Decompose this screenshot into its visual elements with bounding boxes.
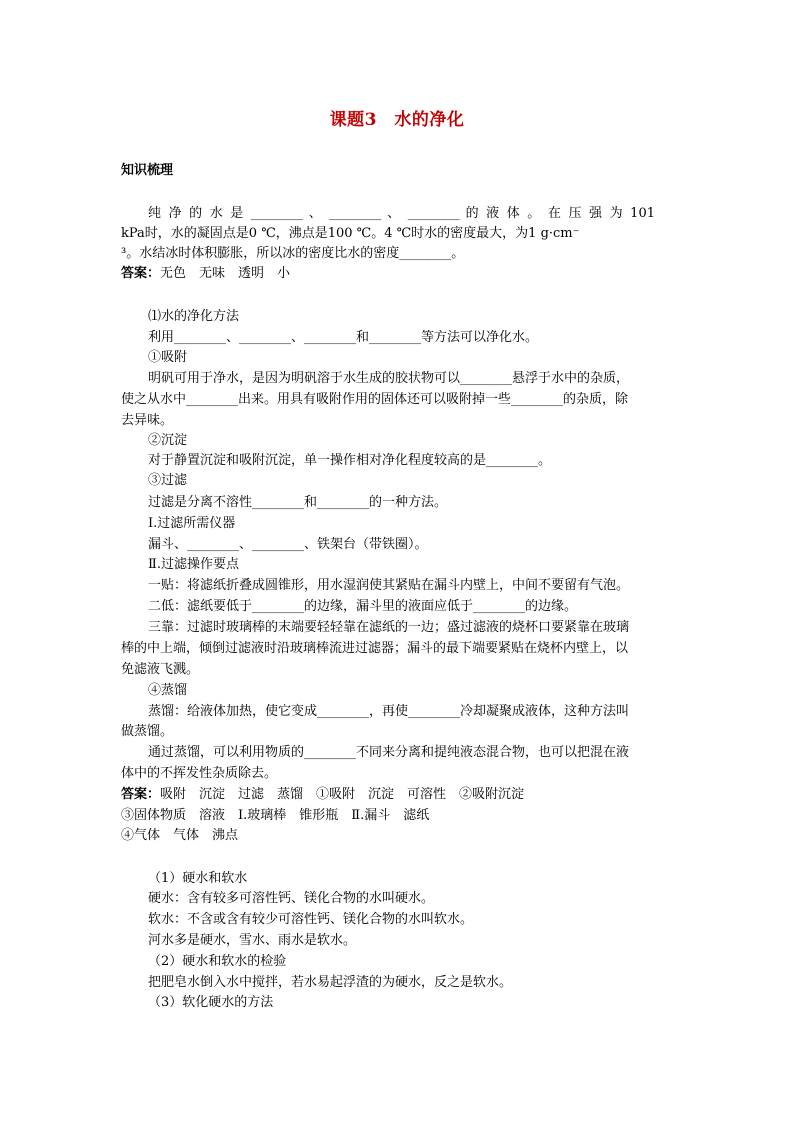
instruments-text: 漏斗、________、________、铁架台（带铁圈）。 bbox=[148, 537, 428, 552]
settle-text: 对于静置沉淀和吸附沉淀，单一操作相对净化程度较高的是________。 bbox=[148, 453, 552, 468]
hardwater-test-text: 把肥皂水倒入水中搅拌，若水易起浮渣的为硬水，反之是软水。 bbox=[148, 975, 513, 990]
hardwater-heading3: （3）软化硬水的方法 bbox=[148, 995, 274, 1010]
point1: 一贴：将滤纸折叠成圆锥形，用水湿润使其紧贴在漏斗内壁上，中间不要留有气泡。 bbox=[148, 578, 630, 593]
hardwater-examples: 河水多是硬水，雪水、雨水是软水。 bbox=[148, 933, 357, 948]
page-title: 课题3 水的净化 bbox=[329, 110, 465, 130]
distill2-line1: 通过蒸馏，可以利用物质的________不同来分离和提纯液态混合物，也可以把混在液 bbox=[148, 745, 630, 760]
answer2-label: 答案： bbox=[121, 787, 161, 802]
purification-methods: 利用________、________、________和________等方法可以净化水。 bbox=[148, 330, 539, 345]
point3-line2: 棒的中上端，倾倒过滤液时沿玻璃棒流进过滤器；漏斗的最下端要紧贴在烧杯内壁上，以 bbox=[121, 641, 629, 656]
answer2-line1 bbox=[121, 785, 524, 805]
adsorb-line3: 去异味。 bbox=[121, 413, 174, 428]
answer2-text1: 吸附 沉淀 过滤 蒸馏 ①吸附 沉淀 可溶性 ②吸附沉淀 bbox=[160, 787, 525, 802]
instruments-heading: Ⅰ.过滤所需仪器 bbox=[148, 516, 236, 531]
purification-heading: ⑴水的净化方法 bbox=[148, 309, 240, 324]
answer1-label: 答案： bbox=[121, 266, 161, 281]
point3-line3: 免滤液飞溅。 bbox=[121, 662, 200, 677]
para1-line1: 纯 净 的 水 是 ________ 、 ________ 、 ________ 的 液 体 。 在 压 强 为 101 bbox=[148, 206, 655, 221]
answer2-line3: ④气体 气体 沸点 bbox=[121, 828, 239, 843]
filter-text: 过滤是分离不溶性________和________的一种方法。 bbox=[148, 495, 448, 510]
point2: 二低：滤纸要低于________的边缘，漏斗里的液面应低于________的边缘。 bbox=[148, 599, 578, 614]
distill2-line2: 体中的不挥发性杂质除去。 bbox=[121, 766, 278, 781]
para1-line2: kPa时，水的凝固点是0 ℃，沸点是100 ℃。4 ℃时水的密度最大，为1 g·cm⁻ bbox=[121, 226, 580, 241]
settle-heading: ②沉淀 bbox=[148, 433, 188, 448]
adsorb-line1: 明矾可用于净水，是因为明矾溶于水生成的胶状物可以________悬浮于水中的杂质， bbox=[148, 371, 630, 386]
hardwater-soft-def: 软水：不含或含有较少可溶性钙、镁化合物的水叫软水。 bbox=[148, 912, 474, 927]
section-heading: 知识梳理 bbox=[121, 163, 174, 178]
answer1 bbox=[121, 264, 290, 284]
adsorb-line2: 使之从水中________出来。用具有吸附作用的固体还可以吸附掉一些________的杂质，除 bbox=[121, 392, 629, 407]
distill-line1: 蒸馏：给液体加热，使它变成________，再使________冷却凝聚成液体，这种方法叫 bbox=[148, 704, 630, 719]
distill-line2: 做蒸馏。 bbox=[121, 724, 174, 739]
answer2-line2: ③固体物质 溶液 Ⅰ.玻璃棒 锥形瓶 Ⅱ.漏斗 滤纸 bbox=[121, 808, 430, 823]
para1-line3: ³。水结冰时体积膨胀，所以冰的密度比水的密度________。 bbox=[121, 246, 465, 261]
filter-heading: ③过滤 bbox=[148, 473, 188, 488]
answer1-text: 无色 无味 透明 小 bbox=[160, 266, 291, 281]
point3-line1: 三靠：过滤时玻璃棒的末端要轻轻靠在滤纸的一边；盛过滤液的烧杯口要紧靠在玻璃 bbox=[148, 620, 630, 635]
hardwater-heading2: （2）硬水和软水的检验 bbox=[148, 954, 287, 969]
points-heading: Ⅱ.过滤操作要点 bbox=[148, 557, 239, 572]
hardwater-heading1: （1）硬水和软水 bbox=[148, 871, 248, 886]
distill-heading: ④蒸馏 bbox=[148, 683, 188, 698]
hardwater-hard-def: 硬水：含有较多可溶性钙、镁化合物的水叫硬水。 bbox=[148, 891, 435, 906]
adsorb-heading: ①吸附 bbox=[148, 350, 188, 365]
